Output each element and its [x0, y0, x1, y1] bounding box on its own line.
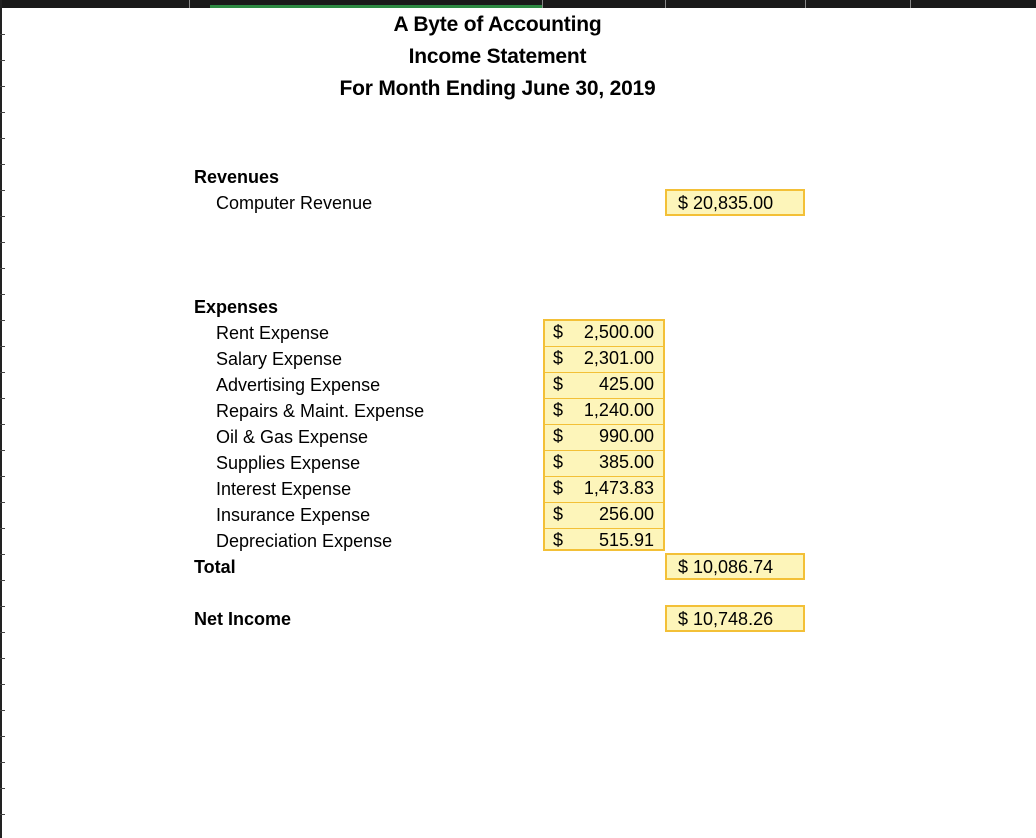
column-divider	[542, 0, 543, 8]
expense-label: Interest Expense	[216, 479, 352, 499]
row-header-edge	[0, 0, 2, 838]
selected-column-indicator[interactable]	[210, 5, 542, 8]
row-divider-tick	[0, 528, 5, 529]
column-divider	[910, 0, 911, 8]
column-divider	[805, 0, 806, 8]
row-divider-tick	[0, 502, 5, 503]
expense-amount: 2,500.00	[583, 322, 654, 342]
row-divider-tick	[0, 398, 5, 399]
row-divider-tick	[0, 606, 5, 607]
revenues-heading: Revenues	[194, 167, 280, 187]
net-income-amount-cell[interactable]	[665, 605, 805, 632]
expense-amount: 515.91	[598, 530, 654, 550]
currency-symbol: $	[553, 426, 564, 446]
column-header-bar	[0, 0, 1036, 8]
row-divider-tick	[0, 580, 5, 581]
company-title: A Byte of Accounting	[393, 13, 602, 36]
row-divider-tick	[0, 372, 5, 373]
revenue-amount: $ 20,835.00	[678, 193, 774, 213]
expense-label: Oil & Gas Expense	[216, 427, 369, 447]
currency-symbol: $	[553, 452, 564, 472]
row-divider-tick	[0, 164, 5, 165]
currency-symbol: $	[553, 504, 564, 524]
row-divider-tick	[0, 554, 5, 555]
expense-label: Repairs & Maint. Expense	[216, 401, 425, 421]
expense-amount: 256.00	[598, 504, 654, 524]
expense-label: Depreciation Expense	[216, 531, 393, 551]
net-income-label: Net Income	[194, 609, 292, 629]
expense-amount-cell[interactable]	[545, 529, 663, 555]
total-amount: $ 10,086.74	[678, 557, 774, 577]
row-divider-tick	[0, 138, 5, 139]
expense-label: Insurance Expense	[216, 505, 371, 525]
revenue-label: Computer Revenue	[216, 193, 373, 213]
expense-label: Supplies Expense	[216, 453, 361, 473]
row-divider-tick	[0, 658, 5, 659]
currency-symbol: $	[553, 322, 564, 342]
expense-label: Rent Expense	[216, 323, 330, 343]
row-divider-tick	[0, 216, 5, 217]
column-divider	[189, 0, 190, 8]
expense-amount: 425.00	[598, 374, 654, 394]
currency-symbol: $	[553, 400, 564, 420]
expense-amount-cell[interactable]	[545, 373, 663, 399]
row-divider-tick	[0, 112, 5, 113]
expense-label: Advertising Expense	[216, 375, 381, 395]
expense-amount: 2,301.00	[583, 348, 654, 368]
row-divider-tick	[0, 476, 5, 477]
row-divider-tick	[0, 762, 5, 763]
expense-amount-cell[interactable]	[545, 503, 663, 529]
row-divider-tick	[0, 320, 5, 321]
row-divider-tick	[0, 34, 5, 35]
row-divider-tick	[0, 788, 5, 789]
row-divider-tick	[0, 60, 5, 61]
currency-symbol: $	[553, 530, 564, 550]
column-divider	[665, 0, 666, 8]
expense-label: Salary Expense	[216, 349, 343, 369]
expense-amount-cell[interactable]	[545, 451, 663, 477]
expense-amount: 1,240.00	[583, 400, 654, 420]
expense-amount-cell[interactable]	[545, 425, 663, 451]
expense-amount: 990.00	[598, 426, 654, 446]
row-divider-tick	[0, 632, 5, 633]
row-divider-tick	[0, 736, 5, 737]
expenses-heading: Expenses	[194, 297, 279, 317]
expense-amount: 1,473.83	[583, 478, 654, 498]
statement-title: Income Statement	[408, 45, 587, 68]
row-divider-tick	[0, 684, 5, 685]
row-divider-tick	[0, 86, 5, 87]
total-amount-cell[interactable]	[665, 553, 805, 580]
expense-amount-cell[interactable]	[545, 347, 663, 373]
row-divider-tick	[0, 450, 5, 451]
expense-amount: 385.00	[598, 452, 654, 472]
currency-symbol: $	[553, 374, 564, 394]
expense-amount-cell[interactable]	[545, 477, 663, 503]
row-divider-tick	[0, 710, 5, 711]
row-divider-tick	[0, 190, 5, 191]
revenue-amount-cell[interactable]	[665, 189, 805, 216]
total-label: Total	[194, 557, 236, 577]
row-divider-tick	[0, 242, 5, 243]
currency-symbol: $	[553, 348, 564, 368]
currency-symbol: $	[553, 478, 564, 498]
row-divider-tick	[0, 294, 5, 295]
row-divider-tick	[0, 814, 5, 815]
row-divider-tick	[0, 346, 5, 347]
row-divider-tick	[0, 424, 5, 425]
expense-amount-cell[interactable]	[545, 321, 663, 347]
row-divider-tick	[0, 268, 5, 269]
net-income-amount: $ 10,748.26	[678, 609, 774, 629]
period-title: For Month Ending June 30, 2019	[339, 77, 656, 100]
expense-amount-cell[interactable]	[545, 399, 663, 425]
